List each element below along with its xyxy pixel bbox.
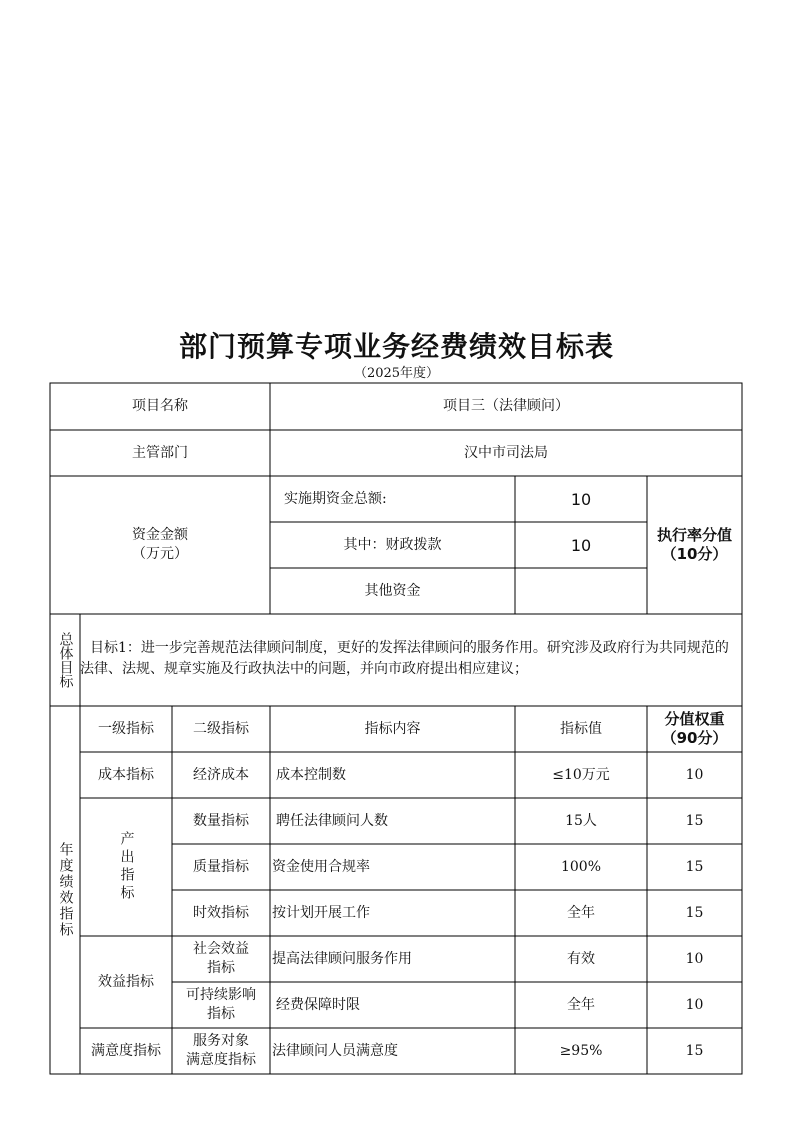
project-name-value: 项目三（法律顾问）: [443, 398, 569, 414]
row-weight: 15: [685, 1042, 704, 1059]
row-value: ≥95%: [559, 1042, 603, 1059]
row-weight: 15: [685, 904, 704, 921]
row-value: 100%: [560, 858, 602, 875]
row-level2-line1: 可持续影响: [186, 987, 256, 1003]
row-weight: 15: [685, 812, 704, 829]
row-weight: 10: [685, 996, 704, 1013]
overall-goal-text: 目标1：进一步完善规范法律顾问制度，更好的发挥法律顾问的服务作用。研究涉及政府行为共同规范的法律、法规、规章实施及行政执法中的问题，并向市政府提出相应建议；: [80, 640, 729, 677]
row-level2: 时效指标: [193, 904, 249, 921]
total-funds-value: 10: [570, 489, 592, 509]
group-satisfaction: 满意度指标: [91, 1042, 161, 1059]
row-level2-line2: 指标: [207, 960, 235, 976]
department-label: 主管部门: [132, 444, 188, 461]
group-output: 产出指标: [118, 831, 135, 903]
annual-indicators-label: 年度绩效指标: [57, 842, 74, 938]
execution-rate-score: [647, 476, 742, 614]
row-content: 提高法律顾问服务作用: [272, 950, 412, 967]
header-level2: 二级指标: [193, 720, 249, 737]
row-level2: [172, 982, 270, 1028]
row-content: 按计划开展工作: [272, 904, 370, 921]
overall-goal-label: 总体目标: [57, 632, 74, 688]
header-weight-line2: （90分）: [661, 729, 728, 747]
header-weight: [647, 706, 742, 752]
row-weight: 10: [685, 950, 704, 967]
row-weight: 15: [685, 858, 704, 875]
row-value: 全年: [567, 904, 595, 921]
document-title: 部门预算专项业务经费绩效目标表: [178, 330, 614, 363]
row-level2: 经济成本: [193, 766, 249, 783]
funds-label: [50, 476, 270, 614]
row-level2-line2: 满意度指标: [186, 1052, 256, 1068]
total-funds-label: 实施期资金总额:: [284, 490, 387, 507]
row-value: 全年: [567, 996, 595, 1013]
row-value: ≤10万元: [552, 766, 610, 783]
funds-label-line2: （万元）: [132, 546, 188, 562]
row-content: 资金使用合规率: [272, 858, 370, 875]
group-cost: 成本指标: [98, 766, 154, 783]
project-name-label: 项目名称: [132, 398, 188, 414]
row-level2: [172, 1028, 270, 1074]
funds-label-line1: 资金金额: [132, 527, 188, 543]
document-subtitle: （2025年度）: [353, 366, 440, 381]
row-content: 成本控制数: [276, 766, 346, 783]
header-weight-line1: 分值权重: [664, 710, 725, 728]
row-level2: 数量指标: [193, 812, 249, 829]
other-funds-value: [515, 568, 647, 614]
header-value: 指标值: [560, 720, 602, 737]
row-weight: 10: [685, 766, 704, 783]
row-level2: 质量指标: [193, 858, 249, 875]
other-funds-label: 其他资金: [364, 582, 421, 599]
fiscal-funds-value: 10: [570, 535, 592, 555]
row-level2-line1: 服务对象: [193, 1033, 249, 1049]
row-content: 法律顾问人员满意度: [272, 1042, 398, 1059]
execution-rate-line2: （10分）: [661, 545, 728, 563]
header-content: 指标内容: [364, 720, 421, 737]
header-level1: 一级指标: [98, 720, 154, 737]
group-benefit: 效益指标: [98, 973, 154, 990]
fiscal-funds-label: 其中：财政拨款: [343, 536, 442, 553]
row-content: 聘任法律顾问人数: [276, 812, 388, 829]
row-content: 经费保障时限: [276, 996, 360, 1013]
department-value: 汉中市司法局: [464, 444, 548, 461]
row-value: 15人: [565, 812, 597, 829]
row-level2-line1: 社会效益: [193, 941, 249, 957]
execution-rate-line1: 执行率分值: [656, 526, 732, 544]
row-level2: [172, 936, 270, 982]
row-value: 有效: [567, 950, 595, 967]
row-level2-line2: 指标: [207, 1006, 235, 1022]
